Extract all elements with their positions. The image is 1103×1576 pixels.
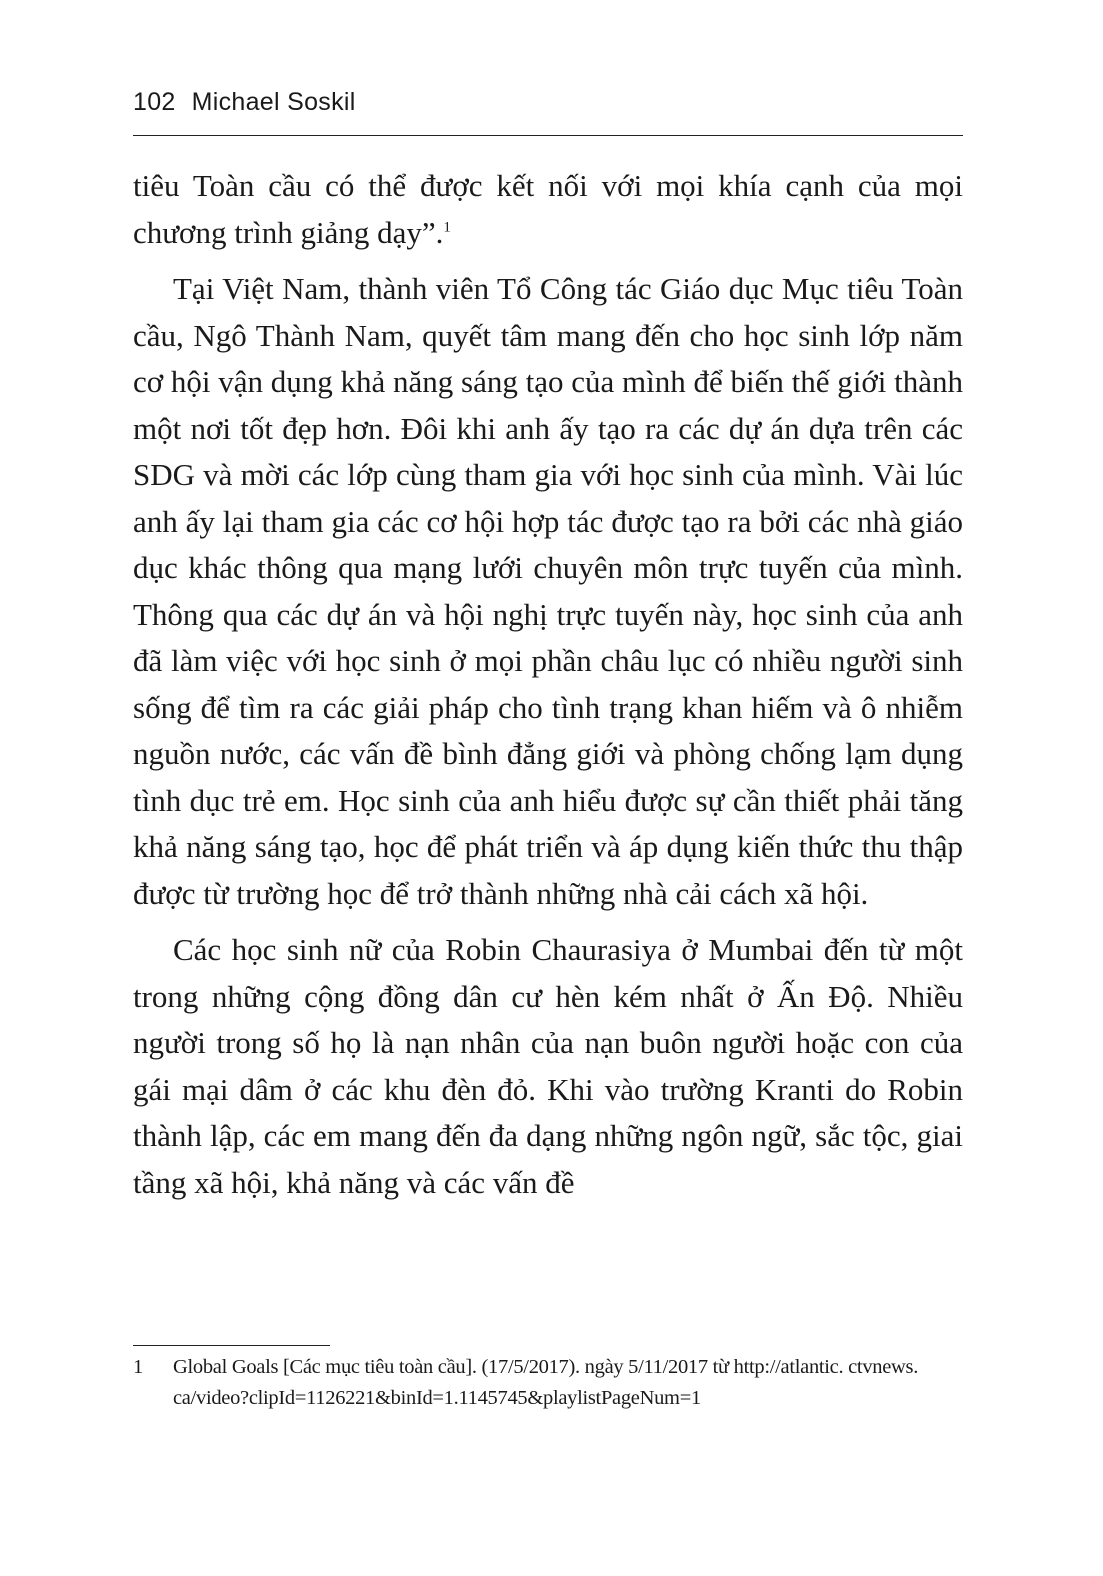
body-text (133, 163, 963, 1216)
footnote-number: 1 (133, 1356, 144, 1378)
paragraph-vietnam: Tại Việt Nam, thành viên Tổ Công tác Giáo dục Mục tiêu Toàn cầu, Ngô Thành Nam, quyết tâm mang đến cho học sinh lớp năm cơ hội vận dụng khả năng sáng tạo của mình để biến thế giới thành một nơi tốt đẹp hơn. Đôi khi anh ấy tạo ra các dự án dựa trên các SDG và mời các lớp cùng tham gia với học sinh của mình. Vài lúc anh ấy lại tham gia các cơ hội hợp tác được tạo ra bởi các nhà giáo dục khác thông qua mạng lưới chuyên môn trực tuyến của mình. Thông qua các dự án và hội nghị trực tuyến này, học sinh của anh đã làm việc với học sinh ở mọi phần châu lục có nhiều người sinh sống để tìm ra các giải pháp cho tình trạng khan hiếm và ô nhiễm nguồn nước, các vấn đề bình đẳng giới và phòng chống lạm dụng tình dục trẻ em. Học sinh của anh hiểu được sự cần thiết phải tăng khả năng sáng tạo, học để phát triển và áp dụng kiến thức thu thập được từ trường học để trở thành những nhà cải cách xã hội. (133, 271, 963, 911)
paragraph-text: tiêu Toàn cầu có thể được kết nối với mọi khía cạnh của mọi chương trình giảng dạy”. (133, 168, 963, 250)
footnote-text: Global Goals [Các mục tiêu toàn cầu]. (17/5/2017). ngày 5/11/2017 từ http://atlantic. ctvnews. ca/video?clipId=1126221&binId=1.1145745&playlistPageNum=1 (173, 1356, 919, 1409)
header-divider (133, 135, 963, 136)
footnote-divider (133, 1345, 330, 1346)
paragraph-continuation (133, 163, 963, 256)
footnote-reference: 1 (443, 219, 451, 236)
footnote (133, 1352, 973, 1414)
running-header (133, 88, 963, 128)
page-number: 102 (133, 88, 176, 116)
running-header-author: Michael Soskil (191, 88, 356, 116)
paragraph-mumbai: Các học sinh nữ của Robin Chaurasiya ở Mumbai đến từ một trong những cộng đồng dân cư hèn kém nhất ở Ấn Độ. Nhiều người trong số họ là nạn nhân của nạn buôn người hoặc con của gái mại dâm ở các khu đèn đỏ. Khi vào trường Kranti do Robin thành lập, các em mang đến đa dạng những ngôn ngữ, sắc tộc, giai tầng xã hội, khả năng và các vấn đề (133, 932, 963, 1200)
